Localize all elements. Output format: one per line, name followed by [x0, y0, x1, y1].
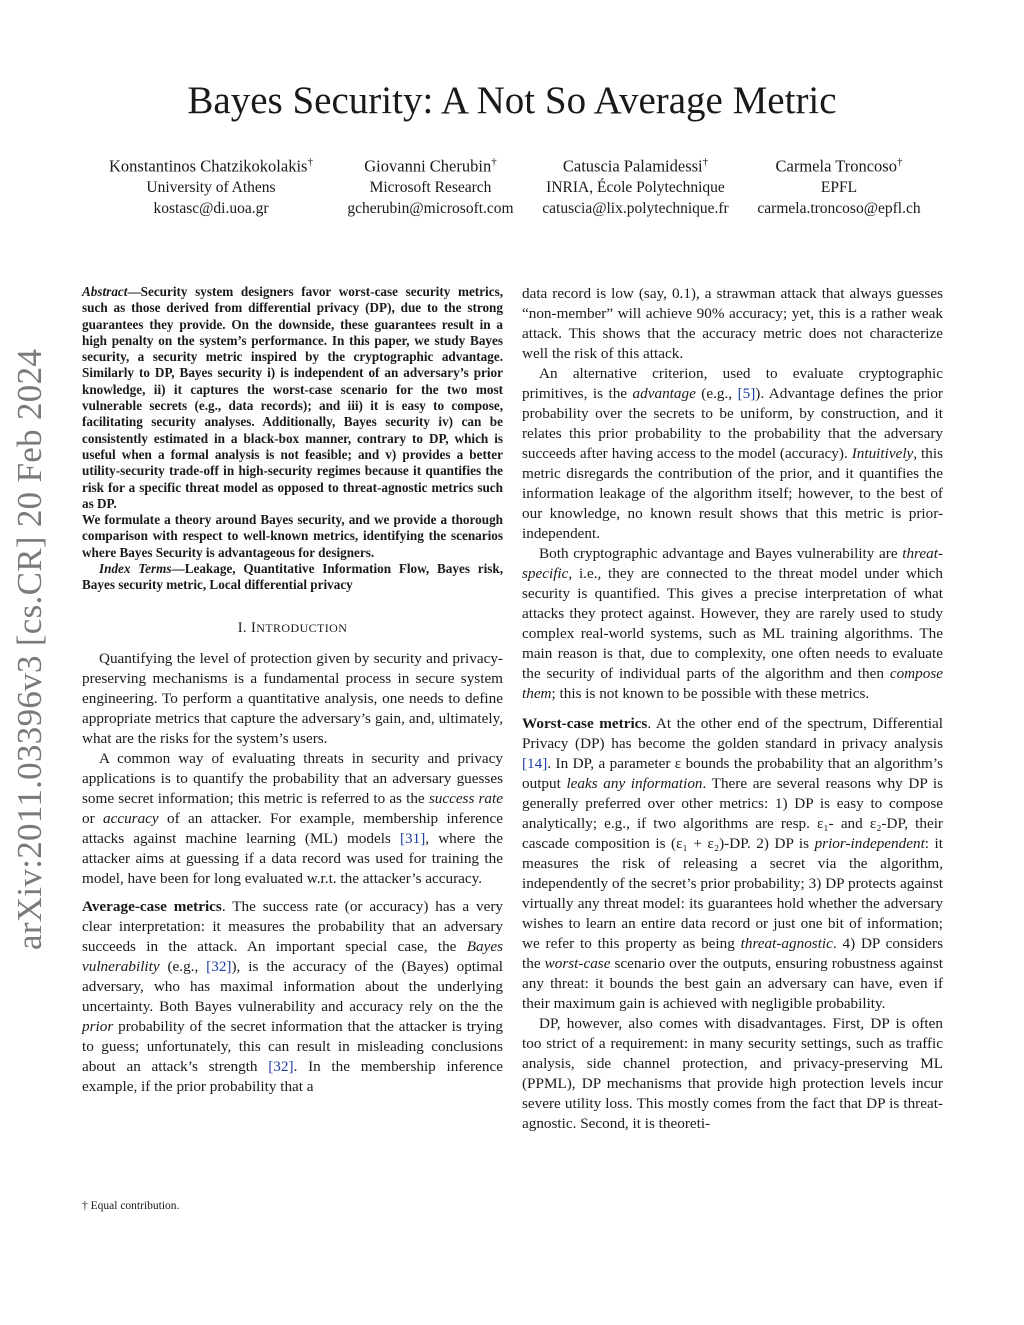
paragraph: A common way of evaluating threats in security and privacy applications is to quantify the probability that an adversary guesses some secret information; this metric is referred to as the success rate or accuracy of an attacker. For example, membership inference attacks against machine learning (ML) models [31], where the attacker aims at guessing if a data record was used for training the model, have been for long evaluated w.r.t. the attacker’s accuracy. [82, 749, 504, 887]
paragraph: An alternative criterion, used to evaluate cryptographic primitives, is the advantage (e.g., [5]). Advantage defines the prior probability over the secrets to be uniform, by construction, and it relates this prior probability to the probability that the adversary succeeds after having access to the model (accuracy). Intuitively, this metric disregards the contribution of the prior, and it quantifies the information leakage of the algorithm itself; however, to the best of our knowledge, no known result shows that this metric is prior-independent. [522, 365, 943, 542]
equal-contribution-mark: † [491, 156, 497, 168]
equal-contribution-mark: † [307, 156, 313, 168]
author-email: kostasc@di.uoa.gr [153, 199, 269, 217]
abstract [82, 284, 503, 594]
author-affiliation: INRIA, École Polytechnique [546, 178, 725, 196]
paragraph-average-case: Average-case metrics. The success rate (or accuracy) has a very clear interpretation: it measures the probability that an adversary succeeds in the attack. An important special case, the Bayes vulnerability (e.g., [32]), is the accuracy of the (Bayes) optimal adversary, who has maximal information about the underlying uncertainty. Both Bayes vulnerability and accuracy rely on the the prior probability of the secret information that the attacker is trying to guess; unfortunately, this can result in misleading conclusions about an attack’s strength [32]. In the membership inference example, if the prior probability that a [82, 897, 503, 1095]
index-terms-label: Index Terms [99, 561, 172, 577]
right-column [522, 284, 943, 1134]
paragraph: data record is low (say, 0.1), a strawman attack that always guesses “non-member” will achieve 90% accuracy; yet, this is a rather weak attack. This shows that the accuracy metric does not characterize well the risk of this attack. [522, 285, 943, 362]
author-name: Carmela Troncoso [775, 156, 897, 176]
arxiv-identifier: arXiv:2011.03396v3 [cs.CR] 20 Feb 2024 [10, 348, 49, 950]
author-email: catuscia@lix.polytechnique.fr [542, 199, 729, 217]
equal-contribution-mark: † [702, 156, 709, 168]
run-in-heading: Average-case metrics [82, 897, 222, 915]
citation-link[interactable]: [32] [206, 957, 232, 975]
author-2 [338, 152, 523, 219]
intro-body-left [82, 649, 503, 1097]
author-affiliation: Microsoft Research [369, 178, 492, 196]
paragraph: DP, however, also comes with disadvantages. First, DP is often too strict of a requirement: in many security settings, such as traffic analysis, side channel protection, and privacy-preserving ML (PPML), DP mechanisms that provide high protection levels incur severe utility loss. This mostly comes from the fact that DP is threat-agnostic. Second, it is theoreti- [522, 1015, 943, 1132]
author-name: Giovanni Cherubin [364, 156, 492, 176]
intro-body-right [522, 284, 943, 1134]
paragraph: Quantifying the level of protection given by security and privacy-preserving mechanisms is a fundamental process in secure system engineering. To perform a quantitative analysis, one needs to define appropriate metrics that capture the adversary’s gain, and, ultimately, what are the risks for the system’s users. [82, 649, 503, 747]
author-affiliation: EPFL [820, 178, 858, 196]
author-email: gcherubin@microsoft.com [347, 199, 514, 217]
author-name: Konstantinos Chatzikokolakis [109, 156, 308, 176]
author-1 [82, 152, 340, 219]
abstract-label: Abstract [82, 284, 128, 299]
paragraph-worst-case: Worst-case metrics. At the other end of the spectrum, Differential Privacy (DP) has become the golden standard in privacy analysis [14]. In DP, a parameter ε bounds the probability that an algorithm’s output leaks any information. There are several reasons why DP is generally preferred over other metrics: 1) DP is easy to compose analytically; e.g., if two algorithms are resp. ε₁- and ε₂-DP, their cascade composition is (ε₁ + ε₂)-DP. 2) DP is prior-independent: it measures the risk of releasing a secret via the algorithm, independently of the secret’s prior probability; 3) DP protects against virtually any threat model: its guarantees hold whether the adversary wishes to learn an entire data record or just one bit of information; we refer to this property as being threat-agnostic. 4) DP considers the worst-case scenario over the outputs, ensuring robustness against any threat: it bounds the best gain an adversary can have, even if their maximum gain is achieved with negligible probability. [522, 715, 943, 1012]
author-3 [528, 152, 743, 219]
citation-link[interactable]: [31] [399, 829, 426, 847]
run-in-heading: Worst-case metrics [522, 715, 648, 732]
index-terms: Index Terms—Leakage, Quantitative Information Flow, Bayes risk, Bayes security metric, Local differential privacy [82, 561, 504, 593]
citation-link[interactable]: [14] [522, 755, 548, 772]
citation-link[interactable]: [32] [268, 1057, 294, 1075]
paragraph: Both cryptographic advantage and Bayes vulnerability are threat-specific, i.e., they are connected to the threat model under which security is quantified. This gives a precise interpretation of what attacks they protect against. However, they are rarely used to study complex real-world systems, such as ML training algorithms. The main reason is that, due to complexity, one often needs to evaluate the security of individual parts of the algorithm and then compose them; this is not known to be possible with these metrics. [522, 545, 943, 702]
author-name: Catuscia Palamidessi [562, 156, 703, 176]
footnote: † Equal contribution. [82, 1200, 180, 1212]
abstract-paragraph: Abstract—Security system designers favor worst-case security metrics, such as those derived from differential privacy (DP), due to the strong guarantees they provide. On the downside, these guarantees result in a high penalty on the system’s performance. In this paper, we study Bayes security, a security metric inspired by the cryptographic advantage. Similarly to DP, Bayes security i) is independent of an adversary’s prior knowledge, ii) it captures the worst-case scenario for the two most vulnerable secrets (e.g., data records); and iii) it is easy to compose, facilitating security analyses. Additionally, Bayes security iv) can be consistently estimated in a black-box manner, contrary to DP, which is useful when a formal analysis is not feasible; and v) provides a better utility-security trade-off in high-security regimes because it quantifies the risk for a specific threat model as opposed to threat-agnostic metrics such as DP. [82, 284, 503, 511]
equal-contribution-mark: † [896, 156, 903, 168]
abstract-paragraph-2: We formulate a theory around Bayes security, and we provide a thorough comparison with respect to well-known metrics, identifying the scenarios where Bayes Security is advantageous for designers. [82, 512, 503, 560]
author-4 [745, 152, 933, 219]
section-heading-introduction: I. INTRODUCTION [237, 619, 348, 636]
citation-link[interactable]: [5] [737, 385, 756, 402]
left-column [82, 284, 503, 1097]
author-email: carmela.troncoso@epfl.ch [757, 199, 921, 217]
author-affiliation: University of Athens [146, 178, 276, 196]
paper-title: Bayes Security: A Not So Average Metric [187, 79, 837, 122]
